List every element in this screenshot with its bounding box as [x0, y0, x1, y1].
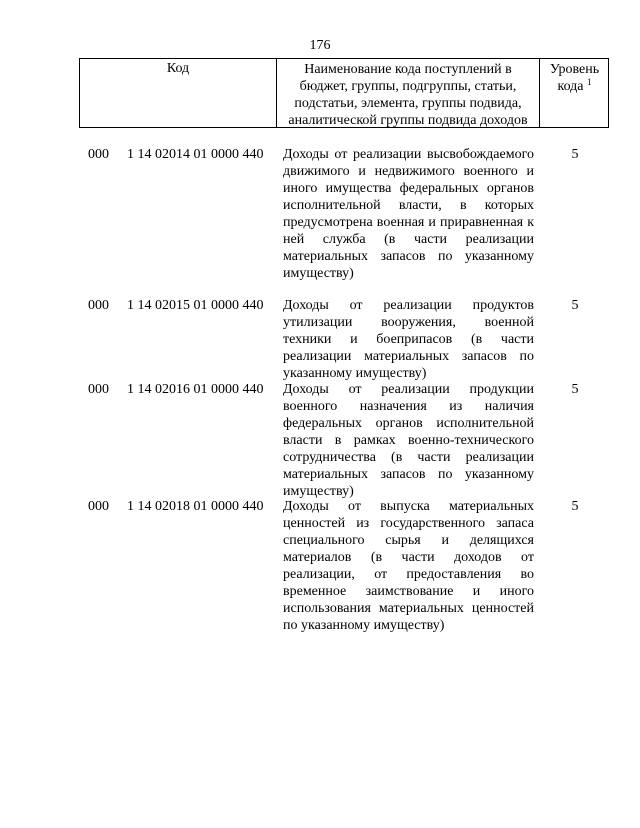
revenue-code: 1 14 02016 01 0000 440 [127, 382, 264, 397]
table-header [79, 58, 609, 128]
admin-code: 000 [88, 499, 109, 514]
code-level: 5 [571, 499, 579, 514]
header-code: Код [166, 61, 190, 76]
header-name-line: подстатьи, элемента, группы подвида, [294, 96, 522, 111]
page-number: 176 [309, 38, 331, 53]
revenue-code: 1 14 02014 01 0000 440 [127, 147, 264, 162]
code-level: 5 [571, 382, 579, 397]
admin-code: 000 [88, 382, 109, 397]
header-level-line: Уровень [549, 62, 600, 77]
header-level-word: кода [557, 79, 584, 94]
header-name [277, 59, 539, 129]
footnote-marker: 1 [587, 77, 592, 87]
revenue-name: Доходы от реализации продукции военного назначения из наличия федеральных органов исполнительной власти в рамках военно-технического сотрудничества (в части реализации материальных запасов по указанному имуществу) [283, 382, 534, 499]
admin-code: 000 [88, 147, 109, 162]
header-level [540, 59, 609, 95]
header-name-line: Наименование кода поступлений в [304, 62, 512, 77]
header-name-line: бюджет, группы, подгруппы, статьи, [299, 79, 517, 94]
header-level-line [540, 78, 609, 95]
revenue-code: 1 14 02018 01 0000 440 [127, 499, 264, 514]
revenue-name: Доходы от реализации продуктов утилизации вооружения, военной техники и боеприпасов (в части реализации материальных запасов по указанному имуществу) [283, 298, 534, 381]
revenue-code: 1 14 02015 01 0000 440 [127, 298, 264, 313]
revenue-name: Доходы от выпуска материальных ценностей из государственного запаса специального сырья и делящихся материалов (в части доходов от реализации, от предоставления во временное заимствование и иного использования материальных ценностей по указанному имуществу) [283, 499, 534, 633]
code-level: 5 [571, 298, 579, 313]
revenue-name: Доходы от реализации высвобождаемого движимого и недвижимого военного и иного имущества федеральных органов исполнительной власти, в которых предусмотрена военная и приравненная к ней служба (в части реализации материальных запасов по указанному имуществу) [283, 147, 534, 281]
header-name-line: аналитической группы подвида доходов [288, 113, 528, 128]
code-level: 5 [571, 147, 579, 162]
admin-code: 000 [88, 298, 109, 313]
